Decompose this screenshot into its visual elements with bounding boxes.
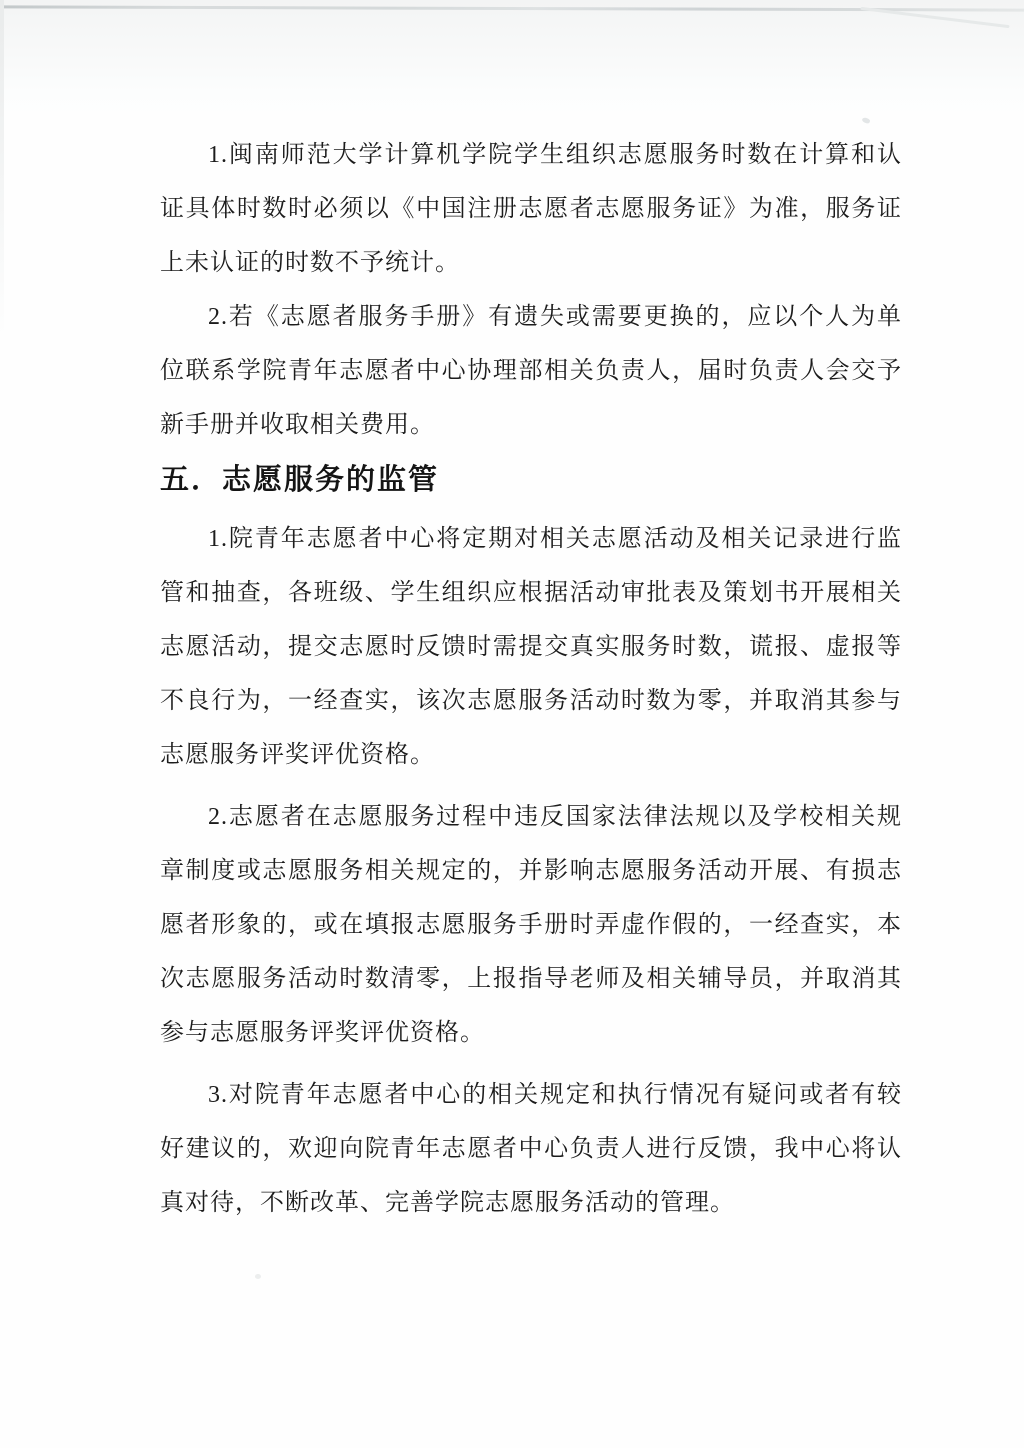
paragraph-supervision-audit: 1.院青年志愿者中心将定期对相关志愿活动及相关记录进行监管和抽查，各班级、学生组织应根据活动审批表及策划书开展相关志愿活动，提交志愿时反馈时需提交真实服务时数，谎报、虚报等不良行为，一经查实，该次志愿服务活动时数为零，并取消其参与志愿服务评奖评优资格。 [160, 526, 902, 768]
scan-edge-line [0, 5, 1024, 11]
scan-shadow-band [0, 0, 1024, 118]
section-heading-supervision: 五．志愿服务的监管 [160, 464, 440, 496]
scan-speck [861, 117, 870, 125]
paragraph-supervision-feedback: 3.对院青年志愿者中心的相关规定和执行情况有疑问或者有较好建议的，欢迎向院青年志愿者中心负责人进行反馈，我中心将认真对待，不断改革、完善学院志愿服务活动的管理。 [160, 1082, 902, 1216]
paragraph-supervision-violations: 2.志愿者在志愿服务过程中违反国家法律法规以及学校相关规章制度或志愿服务相关规定的，并影响志愿服务活动开展、有损志愿者形象的，或在填报志愿服务手册时弄虚作假的，一经查实，本次志愿服务活动时数清零，上报指导老师及相关辅导员，并取消其参与志愿服务评奖评优资格。 [160, 804, 902, 1046]
paragraph-hours-certification: 1.闽南师范大学计算机学院学生组织志愿服务时数在计算和认证具体时数时必须以《中国注册志愿者志愿服务证》为准，服务证上未认证的时数不予统计。 [160, 142, 902, 276]
scan-speck [255, 1274, 261, 1279]
paragraph-handbook-replacement: 2.若《志愿者服务手册》有遗失或需要更换的，应以个人为单位联系学院青年志愿者中心协理部相关负责人，届时负责人会交予新手册并收取相关费用。 [160, 304, 902, 438]
document-body [160, 128, 902, 1230]
scan-left-edge-shade [0, 0, 4, 340]
scan-streak-artifact [860, 7, 1009, 28]
